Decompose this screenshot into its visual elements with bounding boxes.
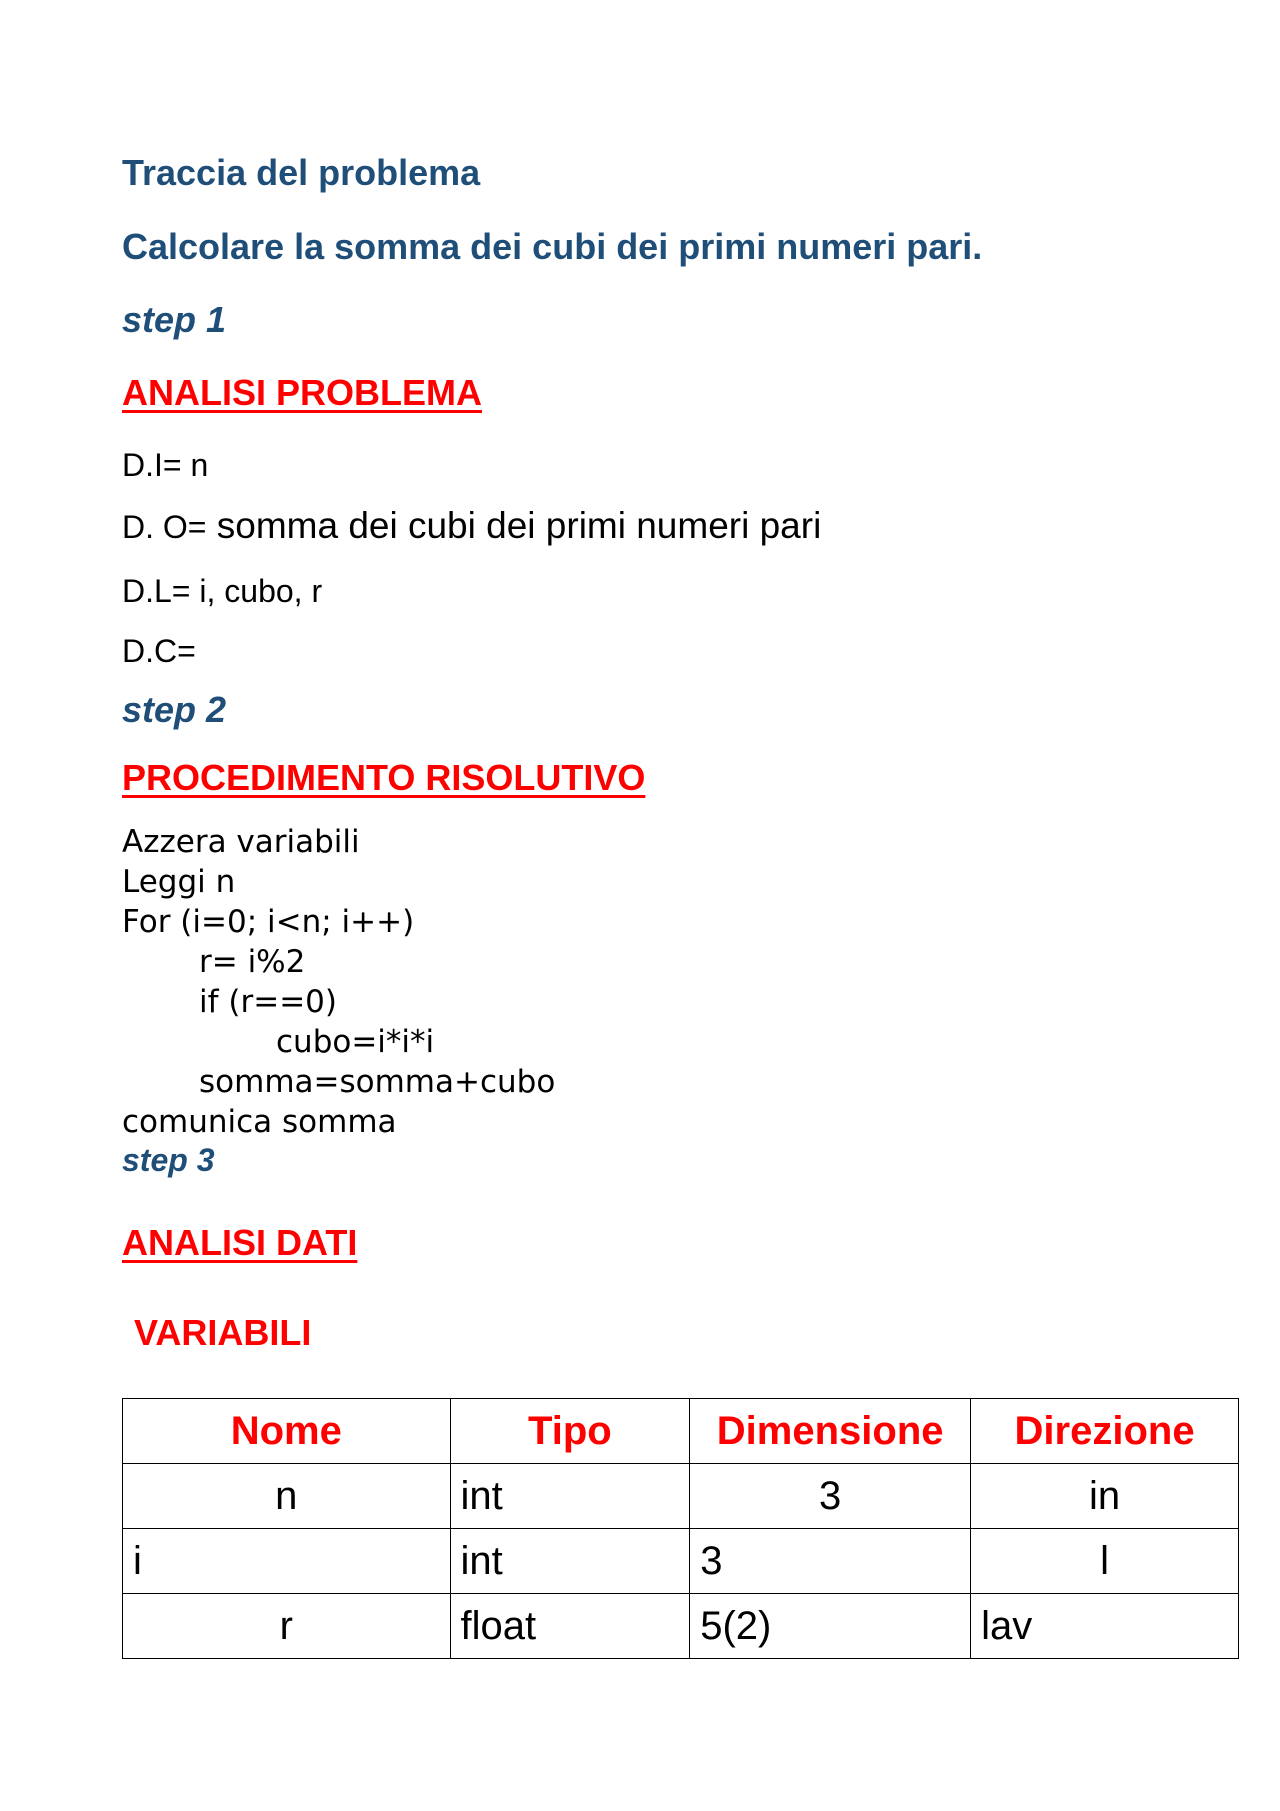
- cell-tipo: int: [450, 1464, 690, 1529]
- cell-nome: r: [123, 1594, 451, 1659]
- cell-direzione: lav: [971, 1594, 1239, 1659]
- cell-dimensione: 5(2): [690, 1594, 971, 1659]
- code-line: Leggi n: [122, 864, 236, 900]
- cell-direzione: l: [971, 1529, 1239, 1594]
- code-line: cubo=i*i*i: [276, 1024, 435, 1060]
- analisi-problema-heading: ANALISI PROBLEMA: [122, 372, 482, 413]
- header-direzione: Direzione: [971, 1399, 1239, 1464]
- table-row: [123, 1529, 1239, 1594]
- cell-dimensione: 3: [690, 1464, 971, 1529]
- analisi-dati-heading: ANALISI DATI: [122, 1222, 358, 1263]
- table-row: [123, 1594, 1239, 1659]
- cell-nome: n: [123, 1464, 451, 1529]
- problem-statement: Calcolare la somma dei cubi dei primi numeri pari.: [122, 226, 983, 267]
- code-line: if (r==0): [199, 984, 337, 1020]
- variabili-heading: VARIABILI: [134, 1312, 312, 1353]
- cell-direzione: in: [971, 1464, 1239, 1529]
- header-tipo: Tipo: [450, 1399, 690, 1464]
- step-3-label: step 3: [122, 1142, 215, 1178]
- header-dimensione: Dimensione: [690, 1399, 971, 1464]
- variables-table: [122, 1398, 1239, 1659]
- cell-tipo: int: [450, 1529, 690, 1594]
- code-line: Azzera variabili: [122, 824, 360, 860]
- code-line: somma=somma+cubo: [199, 1064, 556, 1100]
- data-output-prefix: D. O=: [122, 509, 207, 545]
- procedimento-heading: PROCEDIMENTO RISOLUTIVO: [122, 757, 646, 798]
- cell-nome: i: [123, 1529, 451, 1594]
- cell-tipo: float: [450, 1594, 690, 1659]
- code-line: For (i=0; i<n; i++): [122, 904, 415, 940]
- table-row: [123, 1464, 1239, 1529]
- cell-dimensione: 3: [690, 1529, 971, 1594]
- table-header-row: [123, 1399, 1239, 1464]
- document-title: Traccia del problema: [122, 152, 481, 193]
- pseudocode-block: [122, 822, 555, 1142]
- data-constants-line: D.C=: [122, 633, 196, 669]
- data-output-value: somma dei cubi dei primi numeri pari: [206, 505, 822, 546]
- step-1-label: step 1: [122, 299, 227, 340]
- header-nome: Nome: [123, 1399, 451, 1464]
- data-input-line: D.I= n: [122, 447, 209, 483]
- data-working-line: D.L= i, cubo, r: [122, 573, 323, 609]
- code-line: comunica somma: [122, 1104, 397, 1140]
- code-line: r= i%2: [199, 944, 306, 980]
- step-2-label: step 2: [122, 689, 227, 730]
- data-output-line: [122, 505, 821, 547]
